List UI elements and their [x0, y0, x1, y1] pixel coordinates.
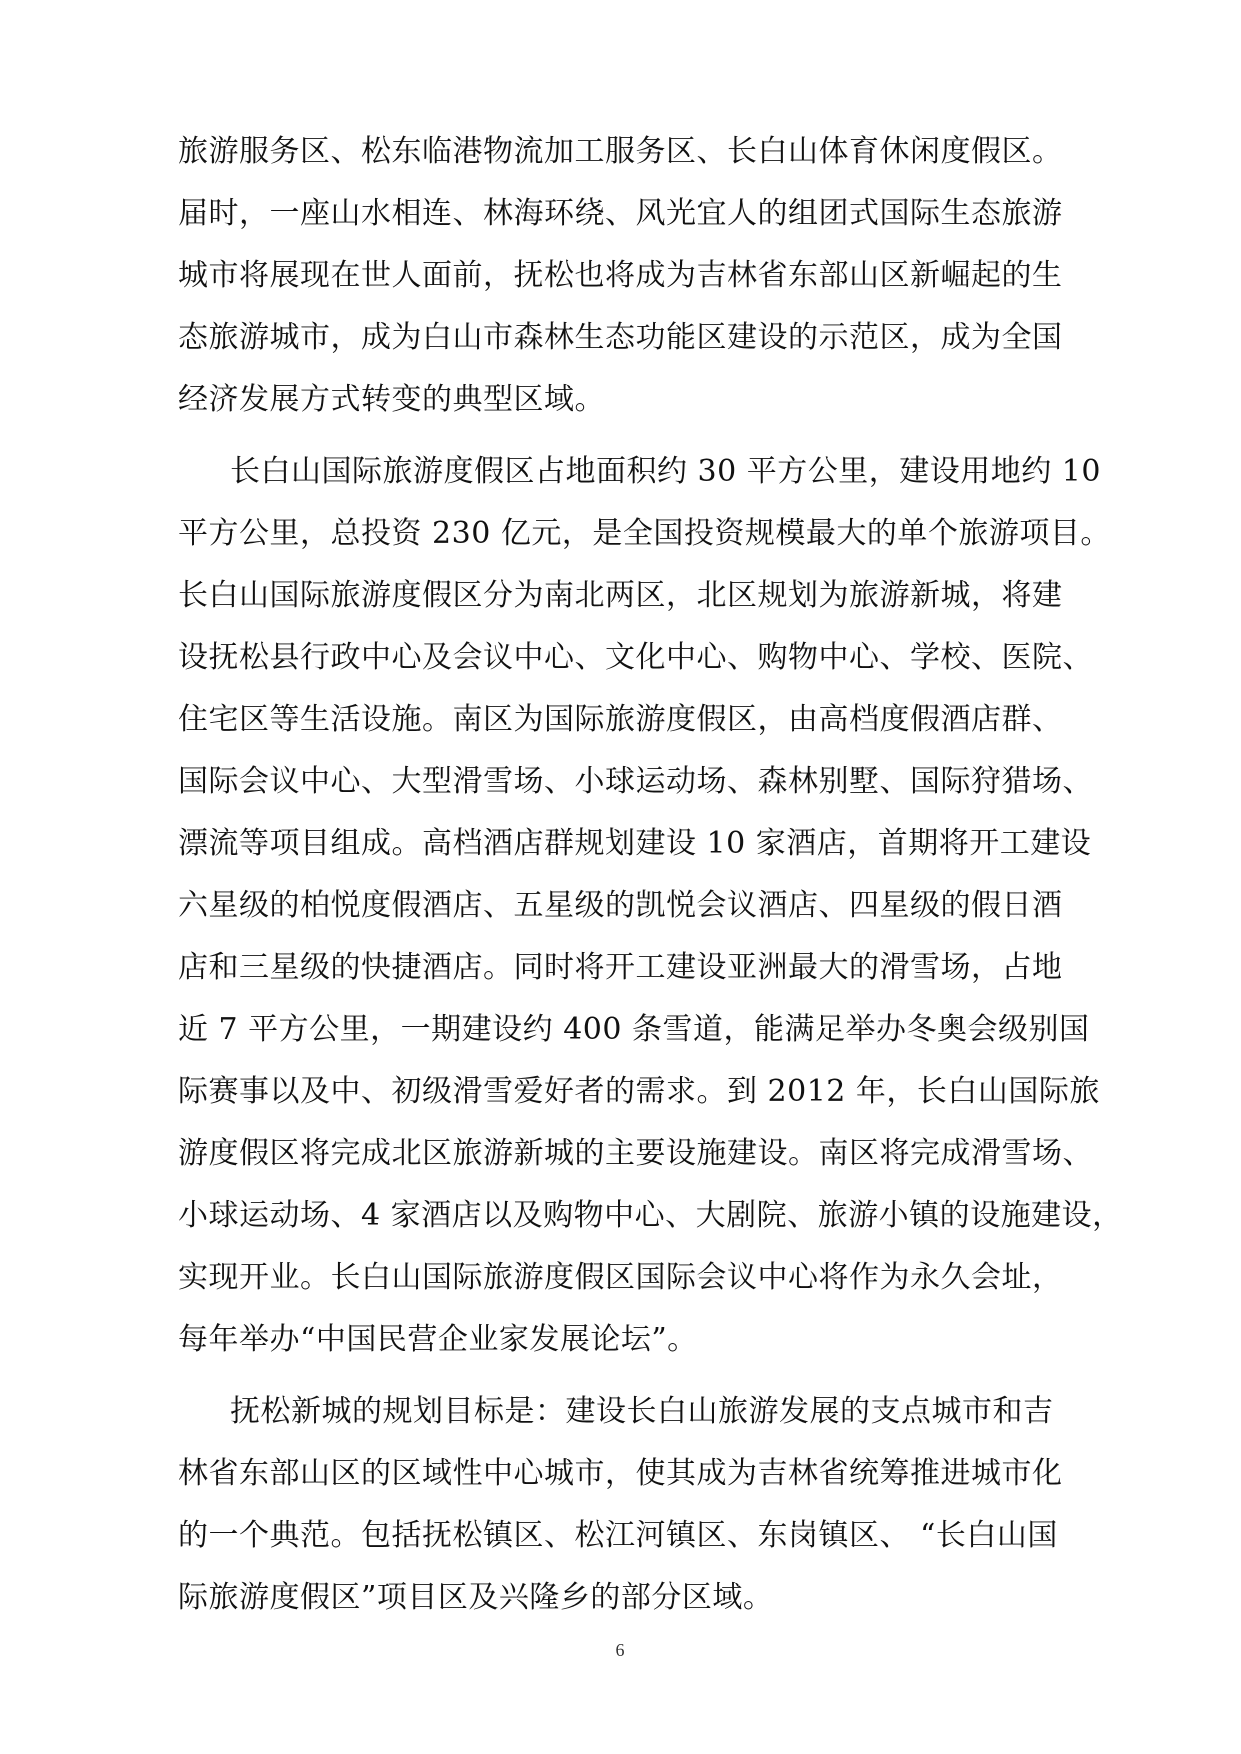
- paragraph-3-line-1: 抚松新城的规划目标是：建设长白山旅游发展的支点城市和吉: [230, 1394, 1054, 1429]
- paragraph-1-line-5: 经济发展方式转变的典型区域。: [178, 382, 605, 417]
- paragraph-3-line-3: 的一个典范。包括抚松镇区、松江河镇区、东岗镇区、 “长白山国: [178, 1518, 1058, 1553]
- paragraph-2-line-12: 游度假区将完成北区旅游新城的主要设施建设。南区将完成滑雪场、: [178, 1136, 1093, 1171]
- paragraph-1-line-3: 城市将展现在世人面前，抚松也将成为吉林省东部山区新崛起的生: [178, 258, 1063, 293]
- paragraph-1-line-1: 旅游服务区、松东临港物流加工服务区、长白山体育休闲度假区。: [178, 134, 1063, 169]
- paragraph-3-line-2: 林省东部山区的区域性中心城市，使其成为吉林省统筹推进城市化: [178, 1456, 1063, 1491]
- paragraph-2-line-1: 长白山国际旅游度假区占地面积约 30 平方公里，建设用地约 10: [230, 454, 1101, 489]
- paragraph-2-line-5: 住宅区等生活设施。南区为国际旅游度假区，由高档度假酒店群、: [178, 702, 1063, 737]
- paragraph-1-line-4: 态旅游城市，成为白山市森林生态功能区建设的示范区，成为全国: [178, 320, 1063, 355]
- page-number: 6: [615, 1640, 625, 1660]
- paragraph-3-line-4: 际旅游度假区”项目区及兴隆乡的部分区域。: [178, 1580, 774, 1615]
- paragraph-1-line-2: 届时，一座山水相连、林海环绕、风光宜人的组团式国际生态旅游: [178, 196, 1063, 231]
- paragraph-2-line-6: 国际会议中心、大型滑雪场、小球运动场、森林别墅、国际狩猎场、: [178, 764, 1093, 799]
- paragraph-2-line-10: 近 7 平方公里，一期建设约 400 条雪道，能满足举办冬奥会级别国: [178, 1012, 1090, 1047]
- paragraph-2-line-3: 长白山国际旅游度假区分为南北两区，北区规划为旅游新城，将建: [178, 578, 1063, 613]
- paragraph-2-line-2: 平方公里，总投资 230 亿元，是全国投资规模最大的单个旅游项目。: [178, 516, 1111, 551]
- paragraph-2-line-14: 实现开业。长白山国际旅游度假区国际会议中心将作为永久会址，: [178, 1260, 1063, 1295]
- paragraph-2-line-13: 小球运动场、4 家酒店以及购物中心、大剧院、旅游小镇的设施建设，: [178, 1198, 1123, 1233]
- paragraph-2-line-9: 店和三星级的快捷酒店。同时将开工建设亚洲最大的滑雪场，占地: [178, 950, 1063, 985]
- paragraph-2-line-11: 际赛事以及中、初级滑雪爱好者的需求。到 2012 年，长白山国际旅: [178, 1074, 1100, 1109]
- paragraph-2-line-4: 设抚松县行政中心及会议中心、文化中心、购物中心、学校、医院、: [178, 640, 1093, 675]
- paragraph-2-line-15: 每年举办“中国民营企业家发展论坛”。: [178, 1322, 698, 1357]
- paragraph-2-line-8: 六星级的柏悦度假酒店、五星级的凯悦会议酒店、四星级的假日酒: [178, 888, 1063, 923]
- paragraph-2-line-7: 漂流等项目组成。高档酒店群规划建设 10 家酒店，首期将开工建设: [178, 826, 1092, 861]
